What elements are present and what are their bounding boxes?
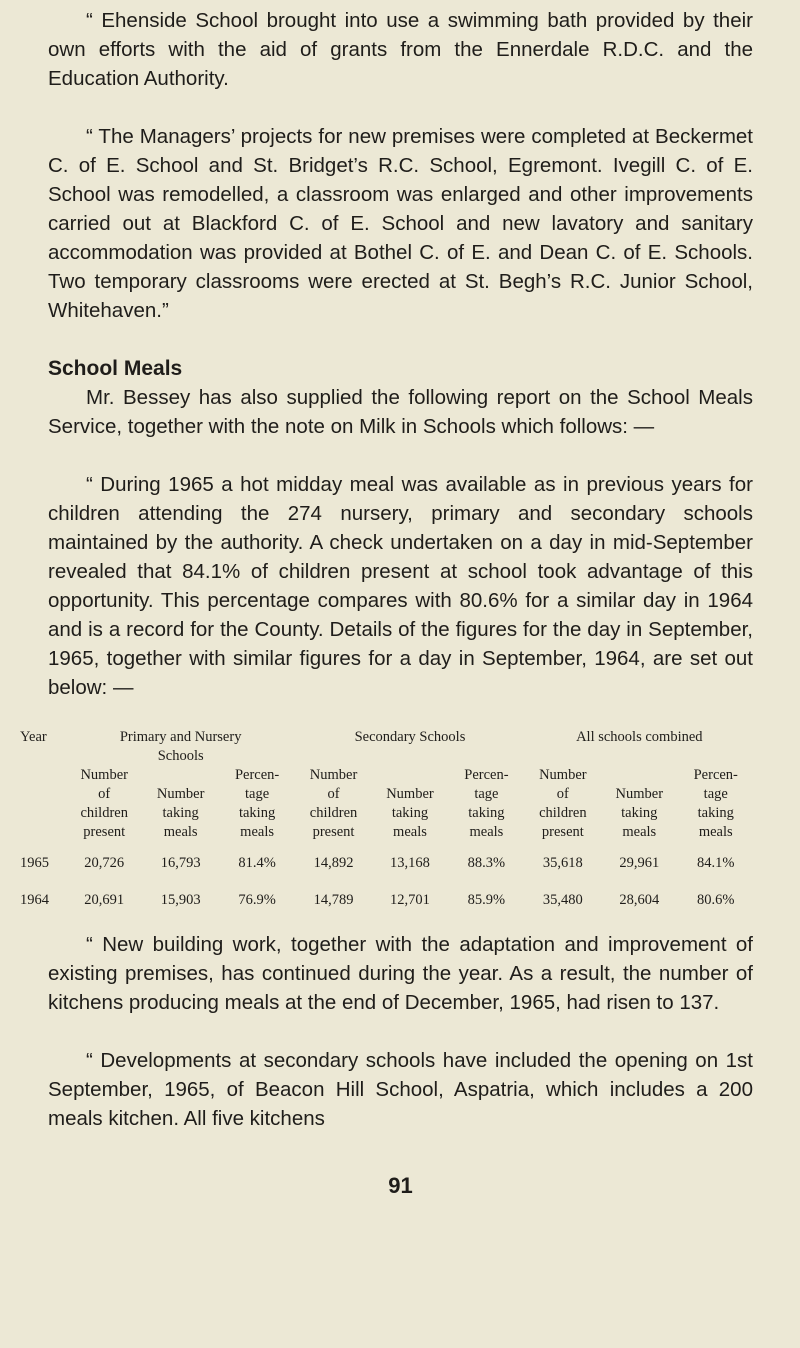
table-cell: 76.9%: [238, 892, 276, 908]
paragraph: “ During 1965 a hot midday meal was available as in previous years for children attending the 274 nursery, primary and secondary schools maintained by the authority. A check undertaken on a day in mid-September revealed that 84.1% of children present at school took advantage of this opportunity. This percentage compares with 80.6% for a similar day in 1964 and is a record for the County. Details of the figures for the day in September, 1965, together with similar figures for a day in September, 1964, are set out below: —: [48, 473, 753, 699]
column-header: tage: [474, 786, 499, 802]
column-header: Number: [80, 767, 128, 783]
spacer: [525, 747, 754, 766]
table-cell: 13,168: [390, 855, 430, 871]
column-header: tage: [703, 786, 728, 802]
column-header: taking: [391, 805, 429, 821]
section-heading: School Meals: [48, 357, 183, 380]
page-number: 91: [388, 1173, 413, 1198]
column-header: meals: [163, 824, 198, 840]
column-header: Percen-: [693, 767, 738, 783]
table-cell: 12,701: [390, 892, 430, 908]
group-header: Secondary Schools: [354, 729, 466, 745]
table-cell: 88.3%: [467, 855, 506, 871]
table-row: [18, 842, 754, 873]
spacer: [601, 766, 677, 785]
column-header: taking: [468, 805, 505, 821]
row-year: 1965: [20, 855, 49, 871]
school-meals-table: [18, 728, 754, 910]
column-header: Number: [539, 767, 587, 783]
column-header: Number: [309, 767, 358, 783]
column-header: Number: [615, 786, 664, 802]
spacer: [18, 823, 66, 842]
column-header: Percen-: [234, 767, 280, 783]
year-header: Year: [20, 729, 47, 745]
column-header: meals: [393, 824, 427, 840]
column-header: meals: [698, 824, 733, 840]
table-cell: 29,961: [619, 855, 660, 871]
table-cell: 35,618: [542, 855, 583, 871]
table-cell: 16,793: [160, 855, 201, 871]
column-header: meals: [240, 824, 274, 840]
table-cell: 85.9%: [467, 892, 506, 908]
group-subheader: Schools: [157, 748, 204, 764]
column-header: taking: [621, 805, 658, 821]
spacer: [18, 747, 66, 766]
column-header: children: [80, 805, 128, 821]
table-cell: 14,892: [313, 855, 354, 871]
column-header: children: [309, 805, 358, 821]
table-cell: 20,691: [84, 892, 125, 908]
spacer: [18, 804, 66, 823]
column-header: Percen-: [464, 767, 509, 783]
group-header: All schools combined: [576, 729, 703, 745]
table-cell: 35,480: [542, 892, 583, 908]
paragraph: “ New building work, together with the adaptation and improvement of existing premises, has continued during the year. As a result, the number of kitchens producing meals at the end of December, 1965, had risen to 137.: [48, 933, 753, 1014]
spacer: [295, 747, 524, 766]
column-header: taking: [162, 805, 199, 821]
paragraph: “ Developments at secondary schools have included the opening on 1st September, 1965, of Beacon Hill School, Aspatria, which includes a 200 meals kitchen. All five kitchens: [48, 1049, 753, 1130]
column-header: present: [83, 824, 126, 840]
column-header: Number: [156, 786, 205, 802]
table-cell: 84.1%: [697, 855, 735, 871]
table-cell: 20,726: [84, 855, 125, 871]
building-text: [48, 930, 753, 1133]
column-header: taking: [697, 805, 734, 821]
group-header: Primary and Nursery: [119, 729, 242, 745]
column-header: tage: [245, 786, 270, 802]
column-header: taking: [238, 805, 276, 821]
intro-text: [48, 6, 753, 325]
spacer: [18, 766, 66, 785]
column-header: children: [539, 805, 587, 821]
column-header: present: [312, 824, 355, 840]
table-cell: 80.6%: [697, 892, 735, 908]
column-header: of: [98, 786, 111, 802]
column-header: of: [327, 786, 340, 802]
table-cell: 28,604: [619, 892, 660, 908]
paragraph: Mr. Bessey has also supplied the following report on the School Meals Service, together with the note on Milk in Schools which follows: —: [48, 386, 753, 438]
column-header: meals: [469, 824, 504, 840]
table-cell: 14,789: [313, 892, 354, 908]
meals-text: [48, 383, 753, 702]
row-year: 1964: [20, 892, 49, 908]
paragraph: “ Ehenside School brought into use a swimming bath provided by their own efforts with the aid of grants from the Ennerdale R.D.C. and the Education Authority.: [48, 9, 753, 90]
column-header: Number: [386, 786, 434, 802]
column-header: of: [556, 786, 569, 802]
table-row: [18, 873, 754, 910]
spacer: [18, 785, 66, 804]
spacer: [372, 766, 448, 785]
column-header: meals: [622, 824, 657, 840]
spacer: [142, 766, 218, 785]
table-cell: 15,903: [160, 892, 201, 908]
paragraph: “ The Managers’ projects for new premises were completed at Beckermet C. of E. School and St. Bridget’s R.C. School, Egremont. Ivegill C. of E. School was remodelled, a classroom was enlarged and other improvements carried out at Blackford C. of E. School and new lavatory and sanitary accommodation was provided at Bothel C. of E. and Dean C. of E. Schools. Two temporary classrooms were erected at St. Begh’s R.C. Junior School, Whitehaven.”: [48, 125, 753, 322]
table-cell: 81.4%: [238, 855, 276, 871]
column-header: present: [541, 824, 584, 840]
